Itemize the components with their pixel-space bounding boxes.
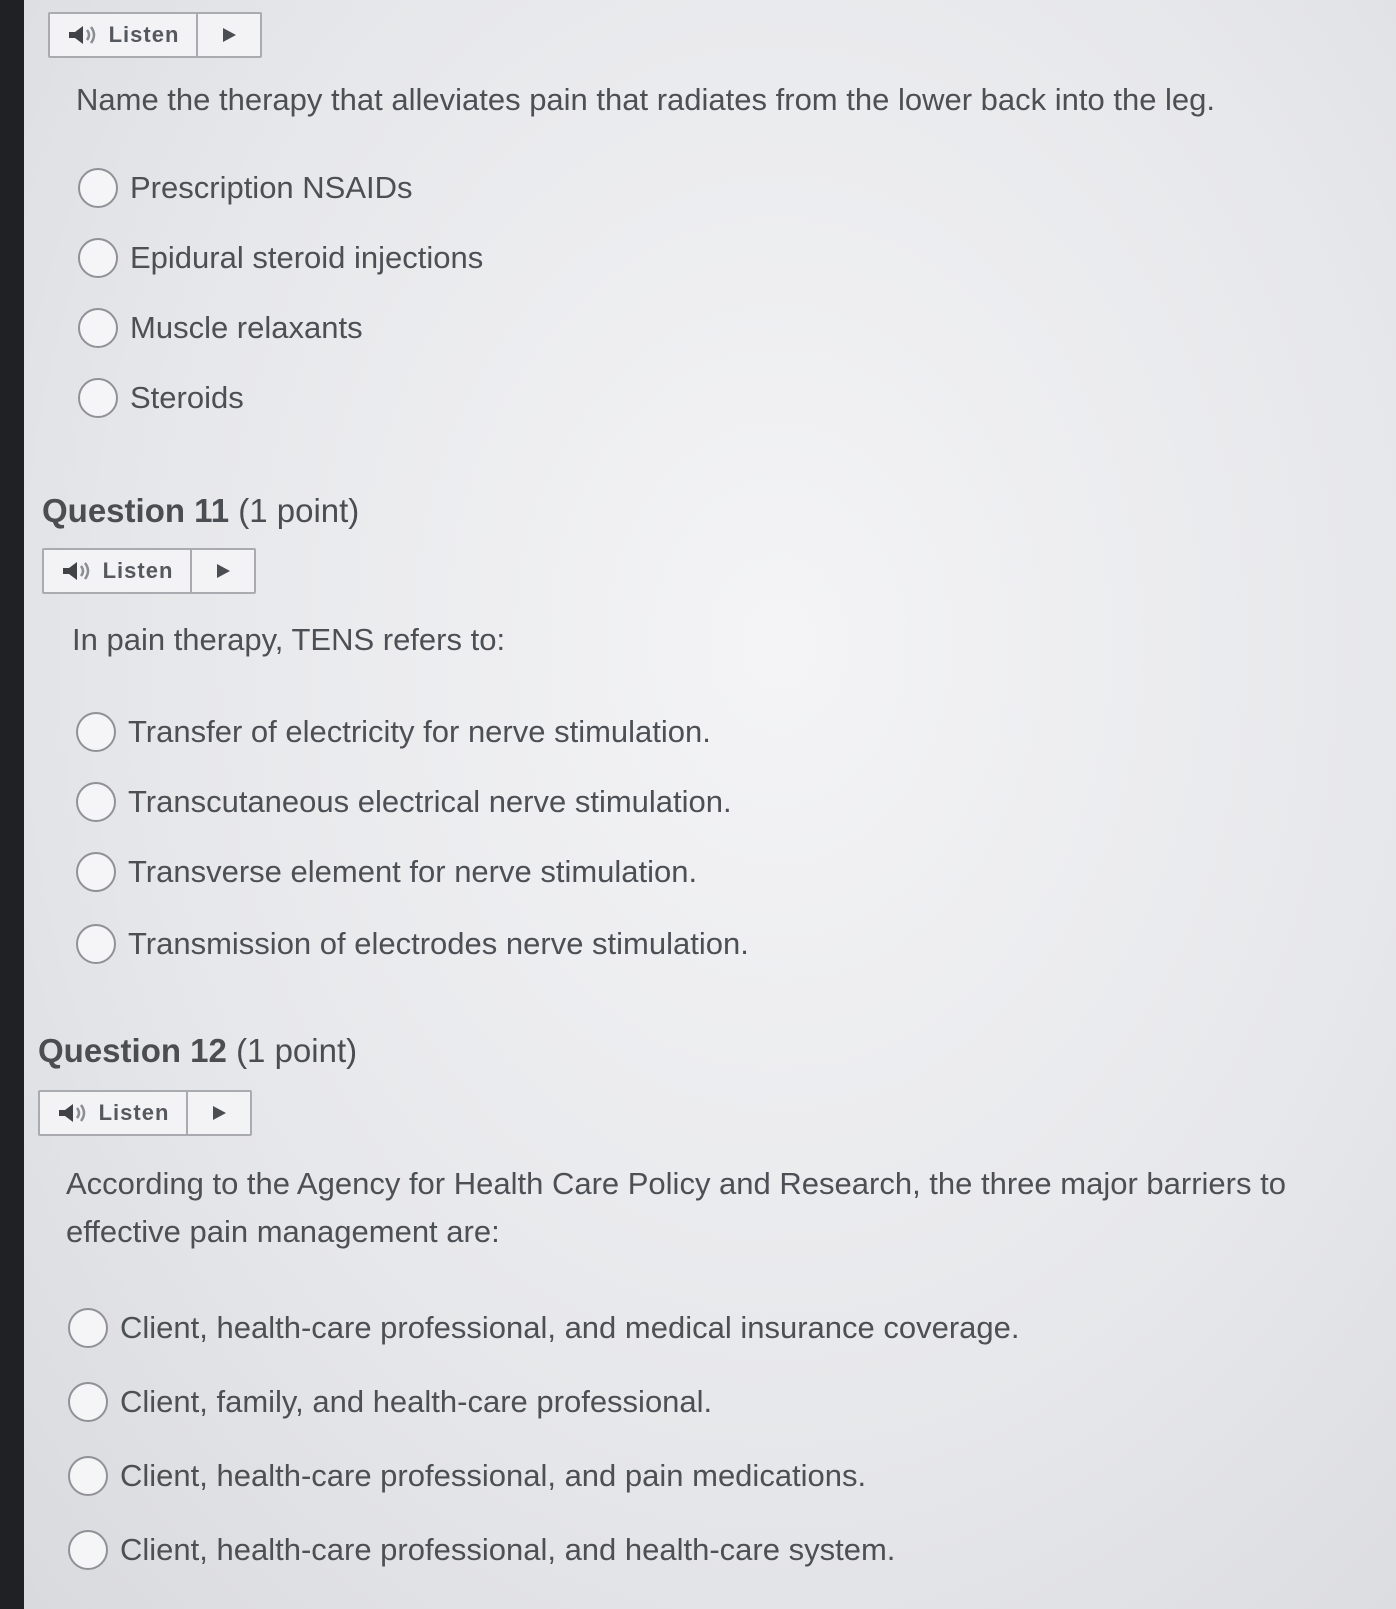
option-label: Muscle relaxants: [130, 310, 363, 345]
question-points: (1 point): [238, 492, 360, 529]
option-label: Steroids: [130, 380, 244, 415]
q12-option-2[interactable]: [68, 1382, 712, 1422]
question-11-heading: [42, 492, 359, 530]
listen-control-q12: [38, 1090, 252, 1136]
q12-option-3[interactable]: [68, 1456, 866, 1496]
option-label: Client, family, and health-care professional.: [120, 1384, 713, 1419]
question-12-heading: [38, 1032, 357, 1070]
option-label: Client, health-care professional, and pain medications.: [120, 1458, 867, 1493]
q11-option-4[interactable]: [76, 924, 749, 964]
radio-button[interactable]: [68, 1530, 108, 1570]
radio-button[interactable]: [78, 238, 118, 278]
option-label: Epidural steroid injections: [130, 240, 484, 275]
radio-button[interactable]: [76, 924, 116, 964]
q12-option-1[interactable]: [68, 1308, 1020, 1348]
speaker-icon: [61, 560, 95, 582]
q11-option-3[interactable]: [76, 852, 697, 892]
listen-button-q12[interactable]: [40, 1092, 188, 1134]
listen-label: Listen: [108, 22, 180, 47]
q10-option-3[interactable]: [78, 308, 363, 348]
question-10-prompt: Name the therapy that alleviates pain that radiates from the lower back into the leg.: [76, 82, 1216, 117]
question-points: (1 point): [236, 1032, 358, 1069]
option-label: Transverse element for nerve stimulation.: [128, 854, 698, 889]
radio-button[interactable]: [68, 1382, 108, 1422]
q10-option-4[interactable]: [78, 378, 244, 418]
quiz-page: [24, 0, 1396, 1609]
listen-control-q11: [42, 548, 256, 594]
radio-button[interactable]: [76, 712, 116, 752]
play-button-q10[interactable]: [198, 14, 260, 56]
q10-option-1[interactable]: [78, 168, 413, 208]
play-button-q12[interactable]: [188, 1092, 250, 1134]
question-number: Question 11: [42, 492, 230, 529]
listen-button-q11[interactable]: [44, 550, 192, 592]
listen-control-q10: [48, 12, 262, 58]
play-icon: [214, 562, 232, 580]
radio-button[interactable]: [76, 852, 116, 892]
question-number: Question 12: [38, 1032, 227, 1069]
q12-option-4[interactable]: [68, 1530, 895, 1570]
speaker-icon: [57, 1102, 91, 1124]
play-icon: [210, 1104, 228, 1122]
q11-option-2[interactable]: [76, 782, 732, 822]
question-11-prompt: In pain therapy, TENS refers to:: [72, 622, 506, 657]
option-label: Transmission of electrodes nerve stimulation.: [128, 926, 749, 961]
option-label: Prescription NSAIDs: [130, 170, 413, 205]
q10-option-2[interactable]: [78, 238, 483, 278]
speaker-icon: [67, 24, 101, 46]
option-label: Client, health-care professional, and health-care system.: [120, 1532, 896, 1567]
option-label: Transfer of electricity for nerve stimulation.: [128, 714, 711, 749]
listen-label: Listen: [98, 1100, 170, 1125]
q11-option-1[interactable]: [76, 712, 711, 752]
radio-button[interactable]: [78, 308, 118, 348]
radio-button[interactable]: [76, 782, 116, 822]
question-12-prompt: According to the Agency for Health Care Policy and Research, the three major barriers to effective pain management are:: [66, 1166, 1286, 1249]
radio-button[interactable]: [68, 1308, 108, 1348]
play-button-q11[interactable]: [192, 550, 254, 592]
radio-button[interactable]: [78, 378, 118, 418]
radio-button[interactable]: [78, 168, 118, 208]
play-icon: [220, 26, 238, 44]
radio-button[interactable]: [68, 1456, 108, 1496]
option-label: Client, health-care professional, and medical insurance coverage.: [120, 1310, 1020, 1345]
listen-label: Listen: [102, 558, 174, 583]
option-label: Transcutaneous electrical nerve stimulation.: [128, 784, 732, 819]
listen-button-q10[interactable]: [50, 14, 198, 56]
